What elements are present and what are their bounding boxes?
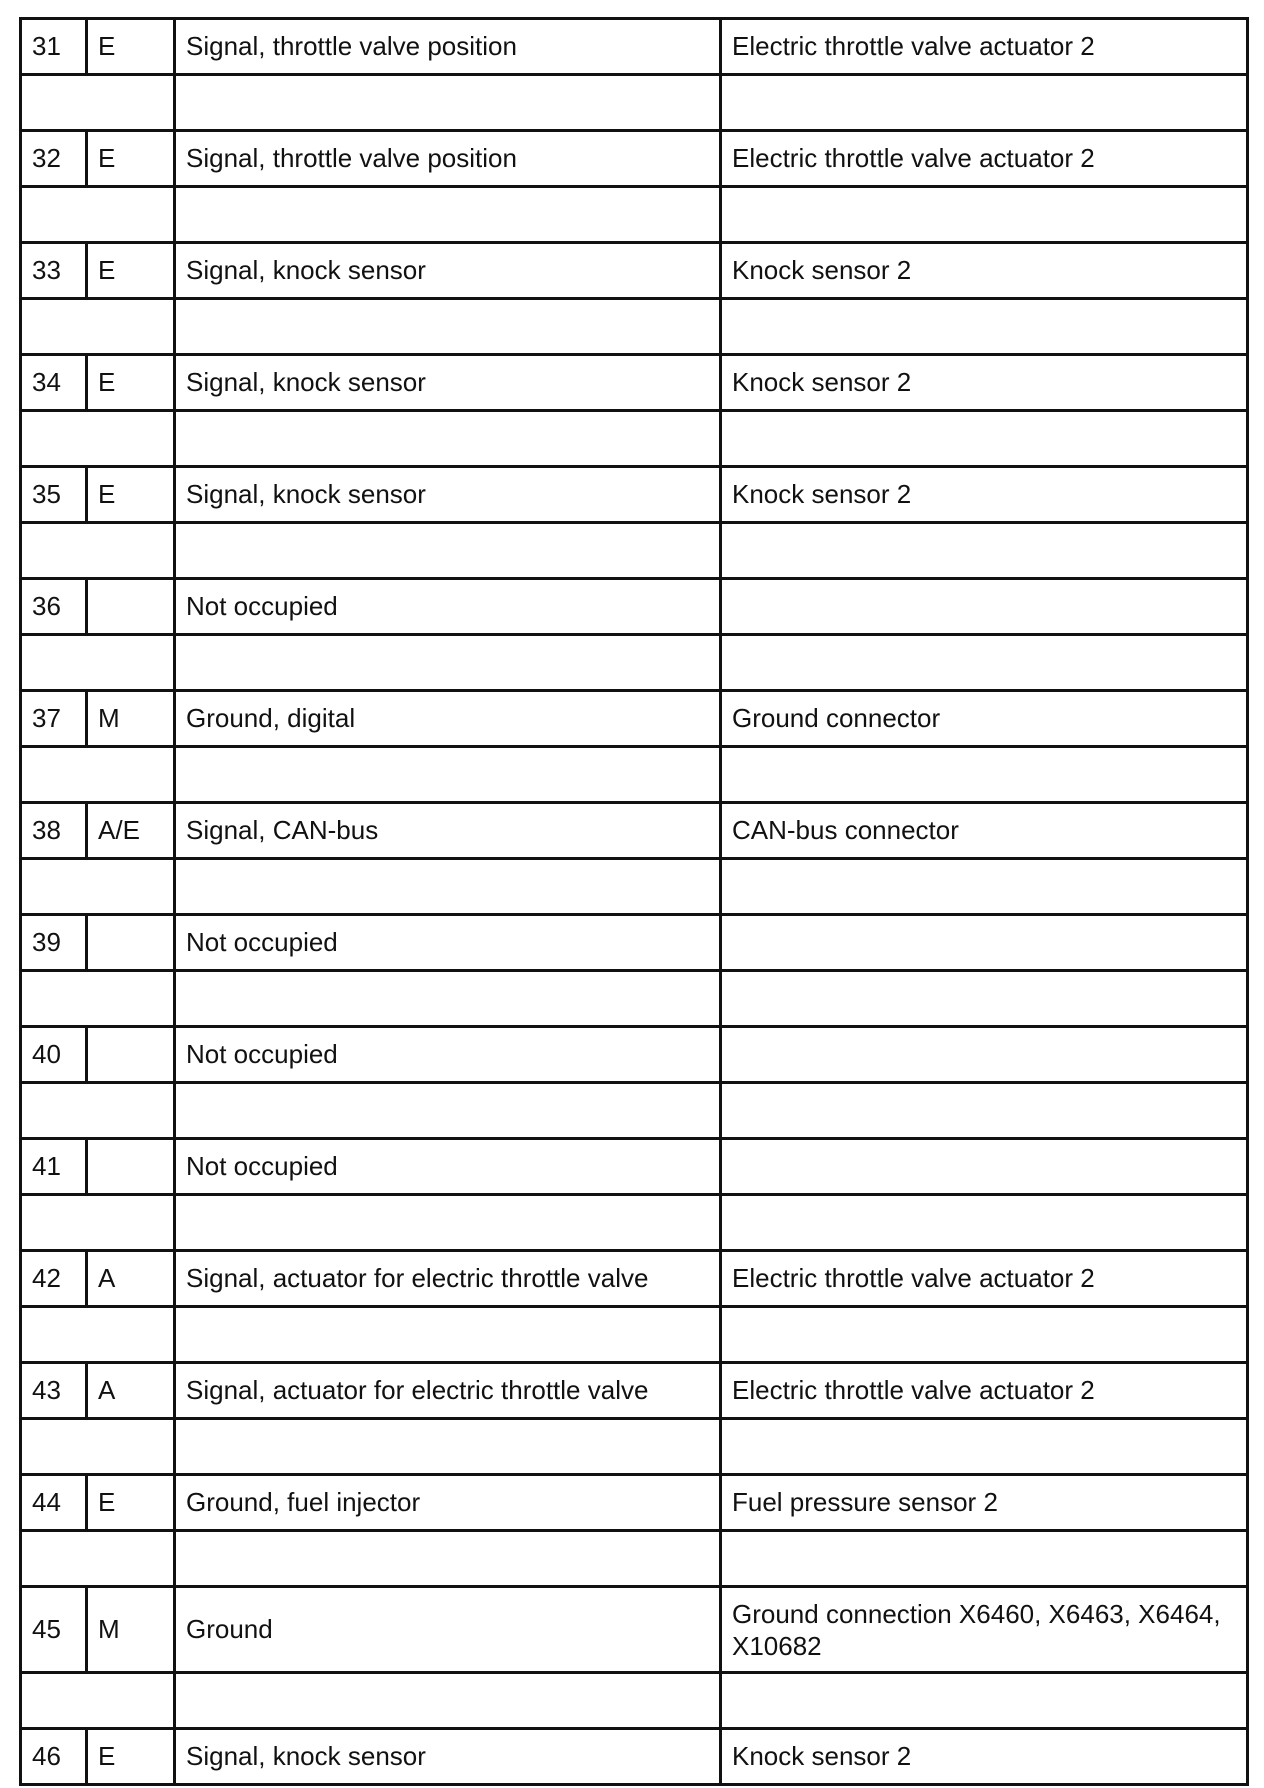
table-row [21,1363,1248,1419]
signal-type-cell: E [87,1729,175,1785]
component-cell: Knock sensor 2 [721,243,1248,299]
function-cell: Ground, digital [175,691,721,747]
signal-type-cell: A [87,1363,175,1419]
signal-type-cell [87,1027,175,1083]
table-row [21,131,1248,187]
table-row [21,1475,1248,1531]
table-row [21,1251,1248,1307]
table-row [21,1027,1248,1083]
pin-number-cell: 38 [21,803,87,859]
function-cell: Ground [175,1587,721,1673]
pin-number-cell: 32 [21,131,87,187]
spacer-row [21,187,1248,243]
function-cell: Not occupied [175,1027,721,1083]
spacer-row [21,1673,1248,1729]
function-cell: Not occupied [175,1139,721,1195]
spacer-row [21,971,1248,1027]
pin-number-cell: 44 [21,1475,87,1531]
spacer-row [21,1195,1248,1251]
table-row [21,915,1248,971]
table-row [21,1729,1248,1785]
spacer-row [21,859,1248,915]
table-row [21,1587,1248,1673]
spacer-row [21,747,1248,803]
component-cell: Ground connector [721,691,1248,747]
function-cell: Signal, actuator for electric throttle valve [175,1363,721,1419]
spacer-row [21,75,1248,131]
spacer-row [21,1531,1248,1587]
component-cell [721,1139,1248,1195]
component-cell: Fuel pressure sensor 2 [721,1475,1248,1531]
table-row [21,1139,1248,1195]
component-cell [721,915,1248,971]
pin-number-cell: 39 [21,915,87,971]
pin-number-cell: 37 [21,691,87,747]
table-row [21,467,1248,523]
component-cell: Electric throttle valve actuator 2 [721,1363,1248,1419]
function-cell: Signal, knock sensor [175,1729,721,1785]
pin-table-body [21,19,1248,1785]
signal-type-cell: E [87,355,175,411]
component-cell: Electric throttle valve actuator 2 [721,131,1248,187]
pin-number-cell: 31 [21,19,87,75]
signal-type-cell: E [87,19,175,75]
spacer-row [21,1307,1248,1363]
pin-number-cell: 33 [21,243,87,299]
table-row [21,355,1248,411]
function-cell: Not occupied [175,915,721,971]
table-row [21,243,1248,299]
component-cell: Electric throttle valve actuator 2 [721,1251,1248,1307]
function-cell: Not occupied [175,579,721,635]
function-cell: Signal, knock sensor [175,355,721,411]
spacer-row [21,523,1248,579]
spacer-row [21,635,1248,691]
pin-number-cell: 46 [21,1729,87,1785]
signal-type-cell: M [87,691,175,747]
component-cell: Knock sensor 2 [721,467,1248,523]
table-row [21,19,1248,75]
pin-number-cell: 36 [21,579,87,635]
component-cell: Knock sensor 2 [721,355,1248,411]
function-cell: Signal, throttle valve position [175,19,721,75]
signal-type-cell: E [87,243,175,299]
function-cell: Signal, CAN-bus [175,803,721,859]
signal-type-cell: A [87,1251,175,1307]
signal-type-cell: E [87,467,175,523]
table-row [21,579,1248,635]
component-cell: Knock sensor 2 [721,1729,1248,1785]
spacer-row [21,411,1248,467]
pin-number-cell: 35 [21,467,87,523]
function-cell: Signal, throttle valve position [175,131,721,187]
pin-number-cell: 41 [21,1139,87,1195]
component-cell: Ground connection X6460, X6463, X6464, X10682 [721,1587,1248,1673]
spacer-row [21,1083,1248,1139]
spacer-row [21,1419,1248,1475]
signal-type-cell [87,1139,175,1195]
signal-type-cell [87,579,175,635]
pin-assignment-table [19,17,1249,1786]
component-cell: Electric throttle valve actuator 2 [721,19,1248,75]
component-cell: CAN-bus connector [721,803,1248,859]
signal-type-cell: E [87,1475,175,1531]
function-cell: Ground, fuel injector [175,1475,721,1531]
table-row [21,803,1248,859]
component-cell [721,1027,1248,1083]
signal-type-cell: M [87,1587,175,1673]
component-cell [721,579,1248,635]
table-row [21,691,1248,747]
signal-type-cell: A/E [87,803,175,859]
pin-number-cell: 34 [21,355,87,411]
pin-number-cell: 43 [21,1363,87,1419]
pin-number-cell: 42 [21,1251,87,1307]
pin-number-cell: 45 [21,1587,87,1673]
function-cell: Signal, knock sensor [175,243,721,299]
signal-type-cell [87,915,175,971]
signal-type-cell: E [87,131,175,187]
pin-number-cell: 40 [21,1027,87,1083]
function-cell: Signal, actuator for electric throttle valve [175,1251,721,1307]
function-cell: Signal, knock sensor [175,467,721,523]
spacer-row [21,299,1248,355]
